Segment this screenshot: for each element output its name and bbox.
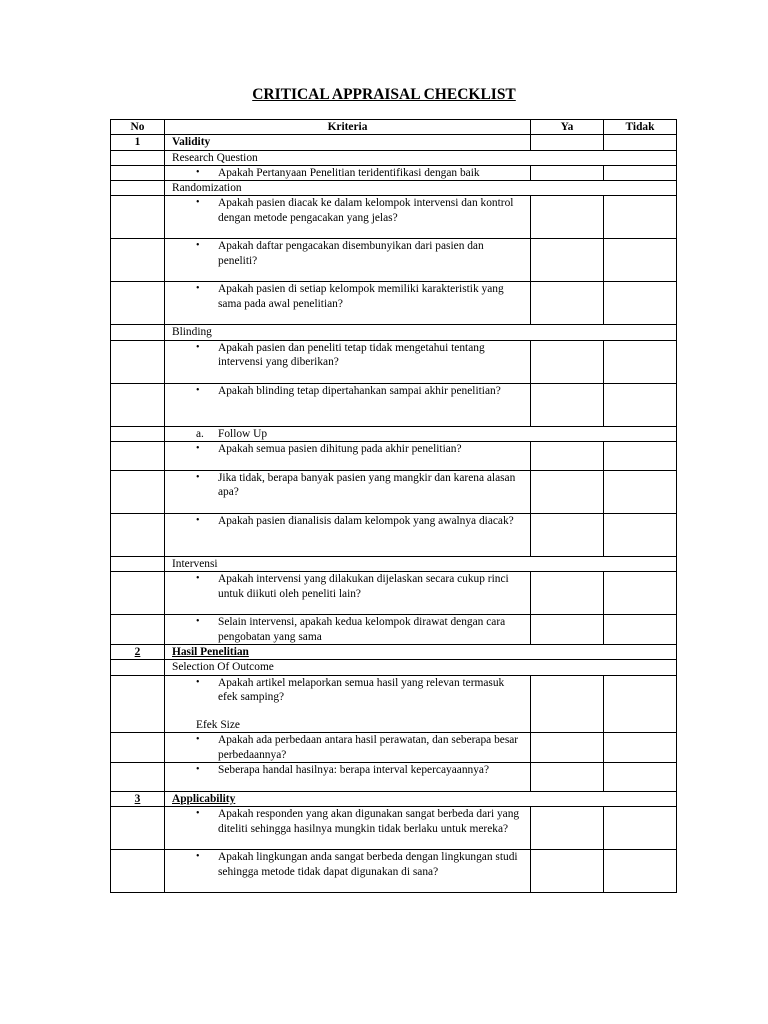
question-row bbox=[111, 282, 677, 325]
question-row bbox=[111, 514, 677, 557]
bullet-icon: • bbox=[196, 384, 200, 396]
bullet-icon: • bbox=[196, 443, 200, 455]
tidak-cell[interactable] bbox=[604, 135, 677, 150]
tidak-cell[interactable] bbox=[604, 615, 677, 645]
ya-cell[interactable] bbox=[531, 471, 604, 514]
question-text: • Apakah daftar pengacakan disembunyikan dari pasien dan peneliti? bbox=[165, 239, 531, 282]
subheading: Selection Of Outcome bbox=[165, 660, 677, 675]
subheading-row bbox=[111, 181, 677, 196]
subheading-row bbox=[111, 150, 677, 165]
section-row bbox=[111, 644, 677, 659]
subheading-row bbox=[111, 660, 677, 675]
section-number: 1 bbox=[111, 135, 165, 150]
tidak-cell[interactable] bbox=[604, 471, 677, 514]
question-row bbox=[111, 165, 677, 180]
ya-cell[interactable] bbox=[531, 196, 604, 239]
question-text: • Apakah pasien di setiap kelompok memiliki karakteristik yang sama pada awal penelitian? bbox=[165, 282, 531, 325]
question-text: • Apakah ada perbedaan antara hasil perawatan, dan seberapa besar perbedaannya? bbox=[165, 733, 531, 763]
question-row bbox=[111, 196, 677, 239]
section-number: 3 bbox=[111, 792, 165, 807]
question-row bbox=[111, 442, 677, 471]
tidak-cell[interactable] bbox=[604, 733, 677, 763]
ya-cell[interactable] bbox=[531, 763, 604, 792]
subheading: a. Follow Up bbox=[165, 426, 677, 441]
tidak-cell[interactable] bbox=[604, 763, 677, 792]
question-row bbox=[111, 807, 677, 850]
bullet-icon: • bbox=[196, 472, 200, 484]
checklist-table bbox=[110, 119, 677, 893]
ya-cell[interactable] bbox=[531, 135, 604, 150]
ya-cell[interactable] bbox=[531, 442, 604, 471]
subheading-row bbox=[111, 325, 677, 340]
bullet-icon: • bbox=[196, 166, 200, 178]
page-title: CRITICAL APPRAISAL CHECKLIST bbox=[252, 86, 516, 103]
header-row bbox=[111, 120, 677, 135]
tidak-cell[interactable] bbox=[604, 850, 677, 893]
question-row bbox=[111, 850, 677, 893]
header-kriteria: Kriteria bbox=[165, 120, 531, 135]
question-text: • Apakah pasien dianalisis dalam kelompok yang awalnya diacak? bbox=[165, 514, 531, 557]
ya-cell[interactable] bbox=[531, 572, 604, 615]
subheading: Intervensi bbox=[165, 557, 677, 572]
tidak-cell[interactable] bbox=[604, 675, 677, 733]
subheading: Research Question bbox=[165, 150, 677, 165]
section-title: Hasil Penelitian bbox=[165, 644, 677, 659]
tidak-cell[interactable] bbox=[604, 442, 677, 471]
question-row bbox=[111, 675, 677, 733]
header-ya: Ya bbox=[531, 120, 604, 135]
bullet-icon: • bbox=[196, 764, 200, 776]
ya-cell[interactable] bbox=[531, 239, 604, 282]
question-text: • Jika tidak, berapa banyak pasien yang mangkir dan karena alasan apa? bbox=[165, 471, 531, 514]
question-row bbox=[111, 340, 677, 383]
bullet-icon: • bbox=[196, 851, 200, 863]
question-row bbox=[111, 733, 677, 763]
question-row bbox=[111, 471, 677, 514]
question-text: • Apakah blinding tetap dipertahankan sampai akhir penelitian? bbox=[165, 383, 531, 426]
question-row bbox=[111, 572, 677, 615]
header-no: No bbox=[111, 120, 165, 135]
question-text: • Apakah lingkungan anda sangat berbeda dengan lingkungan studi sehingga metode tidak dapat digunakan di sana? bbox=[165, 850, 531, 893]
bullet-icon: • bbox=[196, 676, 200, 688]
question-text: • Apakah semua pasien dihitung pada akhir penelitian? bbox=[165, 442, 531, 471]
question-row bbox=[111, 383, 677, 426]
ya-cell[interactable] bbox=[531, 282, 604, 325]
subheading: Efek Size bbox=[196, 719, 240, 732]
tidak-cell[interactable] bbox=[604, 383, 677, 426]
bullet-icon: • bbox=[196, 515, 200, 527]
question-text: • Seberapa handal hasilnya: berapa interval kepercayaannya? bbox=[165, 763, 531, 792]
ya-cell[interactable] bbox=[531, 615, 604, 645]
ya-cell[interactable] bbox=[531, 850, 604, 893]
ya-cell[interactable] bbox=[531, 675, 604, 733]
ya-cell[interactable] bbox=[531, 340, 604, 383]
section-row bbox=[111, 792, 677, 807]
bullet-icon: • bbox=[196, 197, 200, 209]
question-row bbox=[111, 763, 677, 792]
ya-cell[interactable] bbox=[531, 383, 604, 426]
bullet-icon: • bbox=[196, 573, 200, 585]
section-row bbox=[111, 135, 677, 150]
question-row bbox=[111, 615, 677, 645]
question-text: • Apakah intervensi yang dilakukan dijelaskan secara cukup rinci untuk diikuti oleh peneliti lain? bbox=[165, 572, 531, 615]
subheading-row bbox=[111, 557, 677, 572]
bullet-icon: • bbox=[196, 341, 200, 353]
tidak-cell[interactable] bbox=[604, 572, 677, 615]
tidak-cell[interactable] bbox=[604, 807, 677, 850]
subheading: Blinding bbox=[165, 325, 677, 340]
bullet-icon: • bbox=[196, 283, 200, 295]
subheading-row bbox=[111, 426, 677, 441]
tidak-cell[interactable] bbox=[604, 514, 677, 557]
section-number: 2 bbox=[111, 644, 165, 659]
ya-cell[interactable] bbox=[531, 165, 604, 180]
question-text: • Apakah pasien dan peneliti tetap tidak mengetahui tentang intervensi yang diberikan? bbox=[165, 340, 531, 383]
question-row bbox=[111, 239, 677, 282]
ya-cell[interactable] bbox=[531, 514, 604, 557]
question-text: • Apakah responden yang akan digunakan sangat berbeda dari yang diteliti sehingga hasilnya mungkin tidak berlaku untuk mereka? bbox=[165, 807, 531, 850]
tidak-cell[interactable] bbox=[604, 282, 677, 325]
section-title: Applicability bbox=[165, 792, 677, 807]
header-tidak: Tidak bbox=[604, 120, 677, 135]
question-text: • Apakah Pertanyaan Penelitian teridentifikasi dengan baik bbox=[165, 165, 531, 180]
ya-cell[interactable] bbox=[531, 733, 604, 763]
question-text: • Apakah artikel melaporkan semua hasil yang relevan termasuk efek samping? Efek Size bbox=[165, 675, 531, 733]
tidak-cell[interactable] bbox=[604, 239, 677, 282]
list-marker: a. bbox=[196, 427, 204, 440]
bullet-icon: • bbox=[196, 808, 200, 820]
tidak-cell[interactable] bbox=[604, 196, 677, 239]
bullet-icon: • bbox=[196, 240, 200, 252]
question-text: • Selain intervensi, apakah kedua kelompok dirawat dengan cara pengobatan yang sama bbox=[165, 615, 531, 645]
question-text: • Apakah pasien diacak ke dalam kelompok intervensi dan kontrol dengan metode pengacakan yang jelas? bbox=[165, 196, 531, 239]
section-title: Validity bbox=[165, 135, 531, 150]
tidak-cell[interactable] bbox=[604, 165, 677, 180]
bullet-icon: • bbox=[196, 734, 200, 746]
ya-cell[interactable] bbox=[531, 807, 604, 850]
subheading: Randomization bbox=[165, 181, 677, 196]
bullet-icon: • bbox=[196, 616, 200, 628]
tidak-cell[interactable] bbox=[604, 340, 677, 383]
